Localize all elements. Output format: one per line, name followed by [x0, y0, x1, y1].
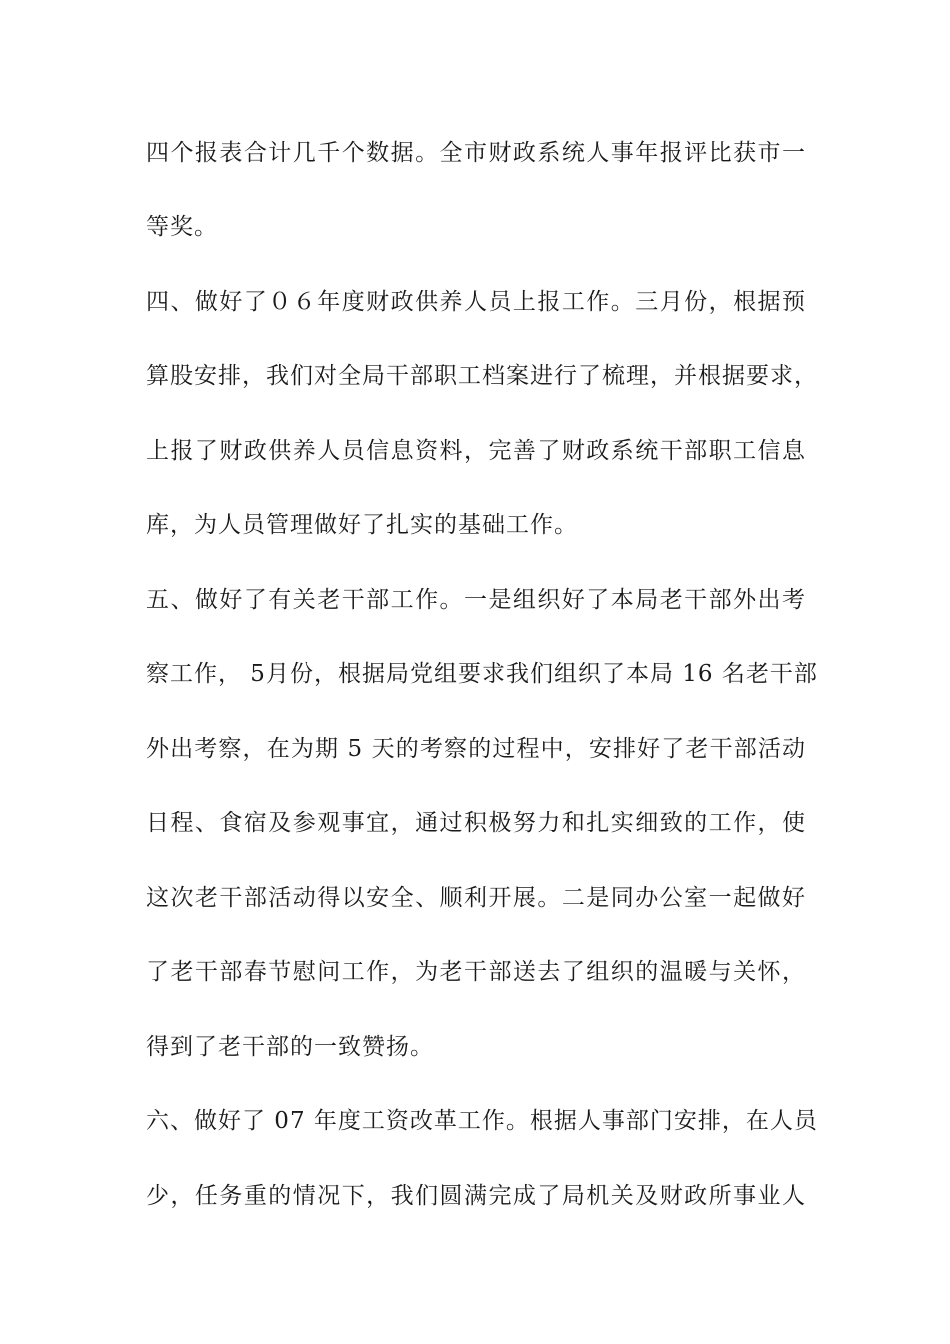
text-line: 了老干部春节慰问工作，为老干部送去了组织的温暖与关怀， — [146, 959, 806, 985]
text-line: 四、做好了０６年度财政供养人员上报工作。三月份，根据预 — [146, 289, 806, 315]
text-line: 这次老干部活动得以安全、顺利开展。二是同办公室一起做好 — [146, 885, 806, 911]
text-line: 外出考察，在为期 5 天的考察的过程中，安排好了老干部活动 — [146, 736, 806, 762]
text-line: 日程、食宿及参观事宜，通过积极努力和扎实细致的工作，使 — [146, 810, 806, 836]
text-line: 库，为人员管理做好了扎实的基础工作。 — [146, 512, 578, 538]
text-line: 少，任务重的情况下，我们圆满完成了局机关及财政所事业人 — [146, 1183, 806, 1209]
text-line: 四个报表合计几千个数据。全市财政系统人事年报评比获市一 — [146, 140, 806, 166]
text-line: 五、做好了有关老干部工作。一是组织好了本局老干部外出考 — [146, 587, 806, 613]
text-line: 得到了老干部的一致赞扬。 — [146, 1034, 434, 1060]
text-line: 六、做好了 07 年度工资改革工作。根据人事部门安排，在人员 — [146, 1108, 818, 1134]
text-line: 上报了财政供养人员信息资料，完善了财政系统干部职工信息 — [146, 438, 806, 464]
text-line: 察工作， 5月份，根据局党组要求我们组织了本局 16 名老干部 — [146, 661, 818, 687]
text-line: 算股安排，我们对全局干部职工档案进行了梳理，并根据要求， — [146, 363, 818, 389]
text-line: 等奖。 — [146, 214, 218, 240]
